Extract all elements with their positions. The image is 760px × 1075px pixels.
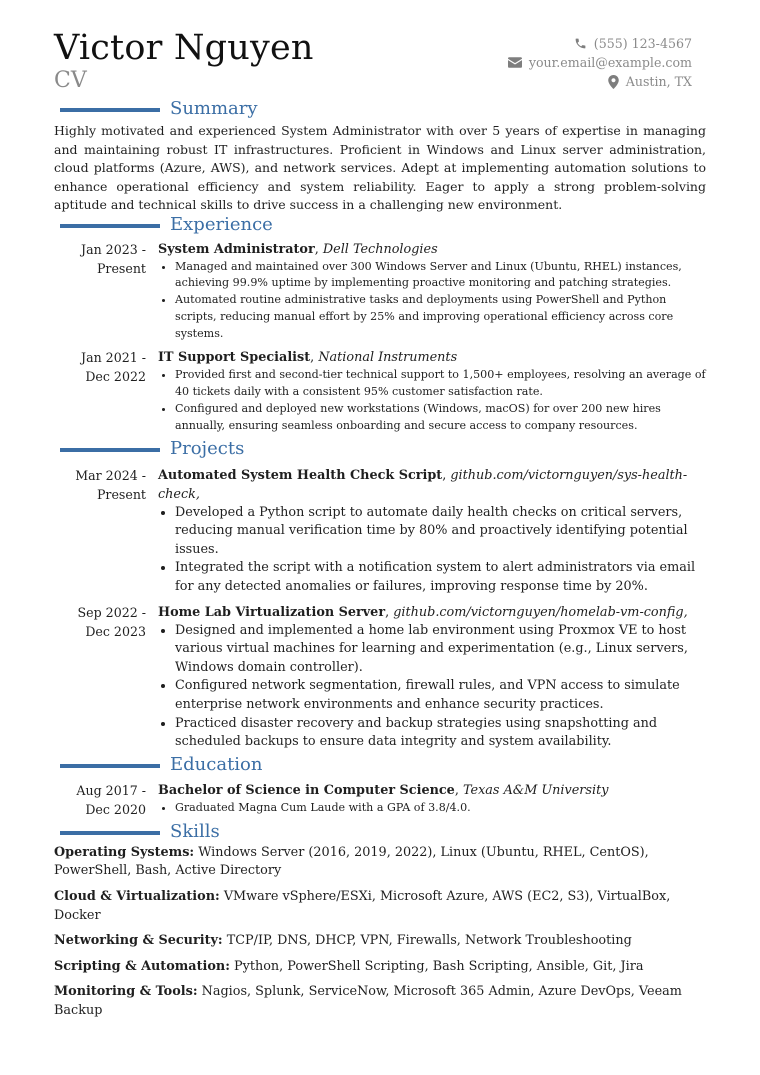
list-item: • Developed a Python script to automate daily health checks on critical servers, reducing manual verification time by 80% and proactively identifying potential issues.	[175, 504, 706, 560]
list-item: • Managed and maintained over 300 Windows Server and Linux (Ubuntu, RHEL) instances, achieving 99.9% uptime by implementing proactive monitoring and patching strategies.	[175, 259, 706, 293]
list-item: • Integrated the script with a notification system to alert administrators via email for any detected anomalies or failures, improving response time by 20%.	[175, 559, 706, 596]
map-pin-icon	[608, 75, 619, 89]
envelope-icon	[508, 57, 522, 68]
skill-label: Operating Systems:	[54, 844, 195, 860]
skill-label: Cloud & Virtualization:	[54, 888, 220, 904]
section-title-experience: Experience	[170, 213, 273, 235]
list-item: • Configured network segmentation, firewall rules, and VPN access to simulate enterprise network environments and enhance security practices.	[175, 677, 706, 714]
phone-text: (555) 123-4567	[593, 36, 692, 51]
cv-page	[54, 28, 706, 1028]
experience-entry	[54, 240, 706, 343]
section-title-skills: Skills	[170, 820, 220, 842]
project-link[interactable]: github.com/victornguyen/sys-health-check,	[158, 467, 688, 502]
section-divider	[60, 108, 160, 112]
section-experience-header	[54, 213, 706, 236]
skill-label: Monitoring & Tools:	[54, 984, 198, 1000]
summary-text: Highly motivated and experienced System Administrator with over 5 years of expertise in managing and maintaining robust IT infrastructures. Proficient in Windows and Linux server administration, cloud platforms (Azure, AWS), and network services. Adept at implementing automation solutions to enhance operational efficiency and system reliability. Eager to apply a strong problem-solving aptitude and technical skills to drive success in a challenging new environment.	[54, 123, 706, 212]
entry-title: Home Lab Virtualization Server, github.com/victornguyen/homelab-vm-config,	[158, 604, 688, 620]
entry-date: Aug 2017 - Dec 2020	[76, 782, 146, 817]
education-entry	[54, 781, 706, 819]
section-divider	[60, 764, 160, 768]
section-divider	[60, 224, 160, 228]
entry-bullets	[158, 800, 706, 817]
skill-value: Windows Server (2016, 2019, 2022), Linux (Ubuntu, RHEL, CentOS), PowerShell, Bash, Active Directory	[54, 844, 649, 879]
entry-date: Sep 2022 - Dec 2023	[77, 604, 146, 639]
location-text: Austin, TX	[625, 74, 692, 89]
entry-bullets	[158, 504, 706, 597]
list-item: • Practiced disaster recovery and backup strategies using snapshotting and scheduled backups to ensure data integrity and system availability.	[175, 715, 706, 752]
skill-value: Python, PowerShell Scripting, Bash Scripting, Ansible, Git, Jira	[234, 958, 644, 974]
candidate-name: Victor Nguyen	[54, 28, 314, 68]
skill-value: TCP/IP, DNS, DHCP, VPN, Firewalls, Network Troubleshooting	[226, 933, 632, 949]
skill-row	[54, 958, 706, 977]
section-divider	[60, 831, 160, 835]
skill-row	[54, 888, 706, 925]
skill-row	[54, 932, 706, 951]
project-link[interactable]: github.com/victornguyen/homelab-vm-config,	[393, 604, 688, 620]
section-summary-header	[54, 100, 706, 120]
skill-value: VMware vSphere/ESXi, Microsoft Azure, AWS (EC2, S3), VirtualBox, Docker	[54, 888, 671, 923]
list-item: • Configured and deployed new workstations (Windows, macOS) for over 200 new hires annually, ensuring seamless onboarding and secure access to company resources.	[175, 401, 706, 435]
skill-label: Networking & Security:	[54, 933, 223, 949]
document-subtitle: CV	[54, 68, 87, 93]
entry-role: Automated System Health Check Script	[158, 467, 443, 483]
entry-date: Jan 2023 - Present	[81, 241, 146, 276]
section-title-summary: Summary	[170, 98, 258, 119]
list-item: • Graduated Magna Cum Laude with a GPA of 3.8/4.0.	[175, 800, 706, 817]
section-projects-header	[54, 437, 706, 460]
entry-org: Texas A&M University	[462, 782, 609, 798]
experience-entry	[54, 348, 706, 434]
section-divider	[60, 448, 160, 452]
entry-bullets	[158, 622, 706, 752]
entry-title: Bachelor of Science in Computer Science, Texas A&M University	[158, 782, 609, 798]
entry-role: Home Lab Virtualization Server	[158, 604, 386, 620]
entry-role: System Administrator	[158, 241, 315, 257]
skill-value: Nagios, Splunk, ServiceNow, Microsoft 365 Admin, Azure DevOps, Veeam Backup	[54, 984, 682, 1018]
cv-header	[54, 28, 706, 100]
entry-bullets	[158, 367, 706, 434]
entry-org: Dell Technologies	[322, 241, 438, 257]
entry-org: National Instruments	[318, 350, 458, 366]
list-item: • Automated routine administrative tasks and deployments using PowerShell and Python scripts, reducing manual effort by 25% and improving operational efficiency across core systems.	[175, 292, 706, 342]
entry-role: Bachelor of Science in Computer Science	[158, 782, 455, 798]
section-title-projects: Projects	[170, 437, 245, 459]
entry-title: IT Support Specialist, National Instruments	[158, 350, 458, 366]
project-entry	[54, 466, 706, 597]
entry-date: Mar 2024 - Present	[75, 467, 146, 502]
section-title-education: Education	[170, 753, 263, 775]
skill-row	[54, 983, 706, 1020]
contact-phone[interactable]	[508, 34, 692, 53]
entry-bullets	[158, 259, 706, 343]
list-item: • Provided first and second-tier technical support to 1,500+ employees, resolving an average of 40 tickets daily with a consistent 95% customer satisfaction rate.	[175, 367, 706, 401]
entry-title: Automated System Health Check Script, github.com/victornguyen/sys-health-check,	[158, 467, 688, 502]
section-education-header	[54, 753, 706, 776]
email-text: your.email@example.com	[528, 55, 692, 70]
project-entry	[54, 603, 706, 752]
contact-email[interactable]	[508, 53, 692, 72]
contact-block	[508, 34, 692, 91]
entry-title: System Administrator, Dell Technologies	[158, 241, 438, 257]
entry-date: Jan 2021 - Dec 2022	[81, 350, 146, 385]
entry-role: IT Support Specialist	[158, 350, 311, 366]
skills-list	[54, 844, 706, 1021]
section-skills-header	[54, 820, 706, 843]
phone-icon	[574, 37, 587, 50]
skill-label: Scripting & Automation:	[54, 958, 230, 974]
list-item: • Designed and implemented a home lab environment using Proxmox VE to host various virtual machines for learning and experimentation (e.g., Linux servers, Windows domain controller).	[175, 622, 706, 678]
skill-row	[54, 844, 706, 881]
contact-location	[508, 72, 692, 91]
